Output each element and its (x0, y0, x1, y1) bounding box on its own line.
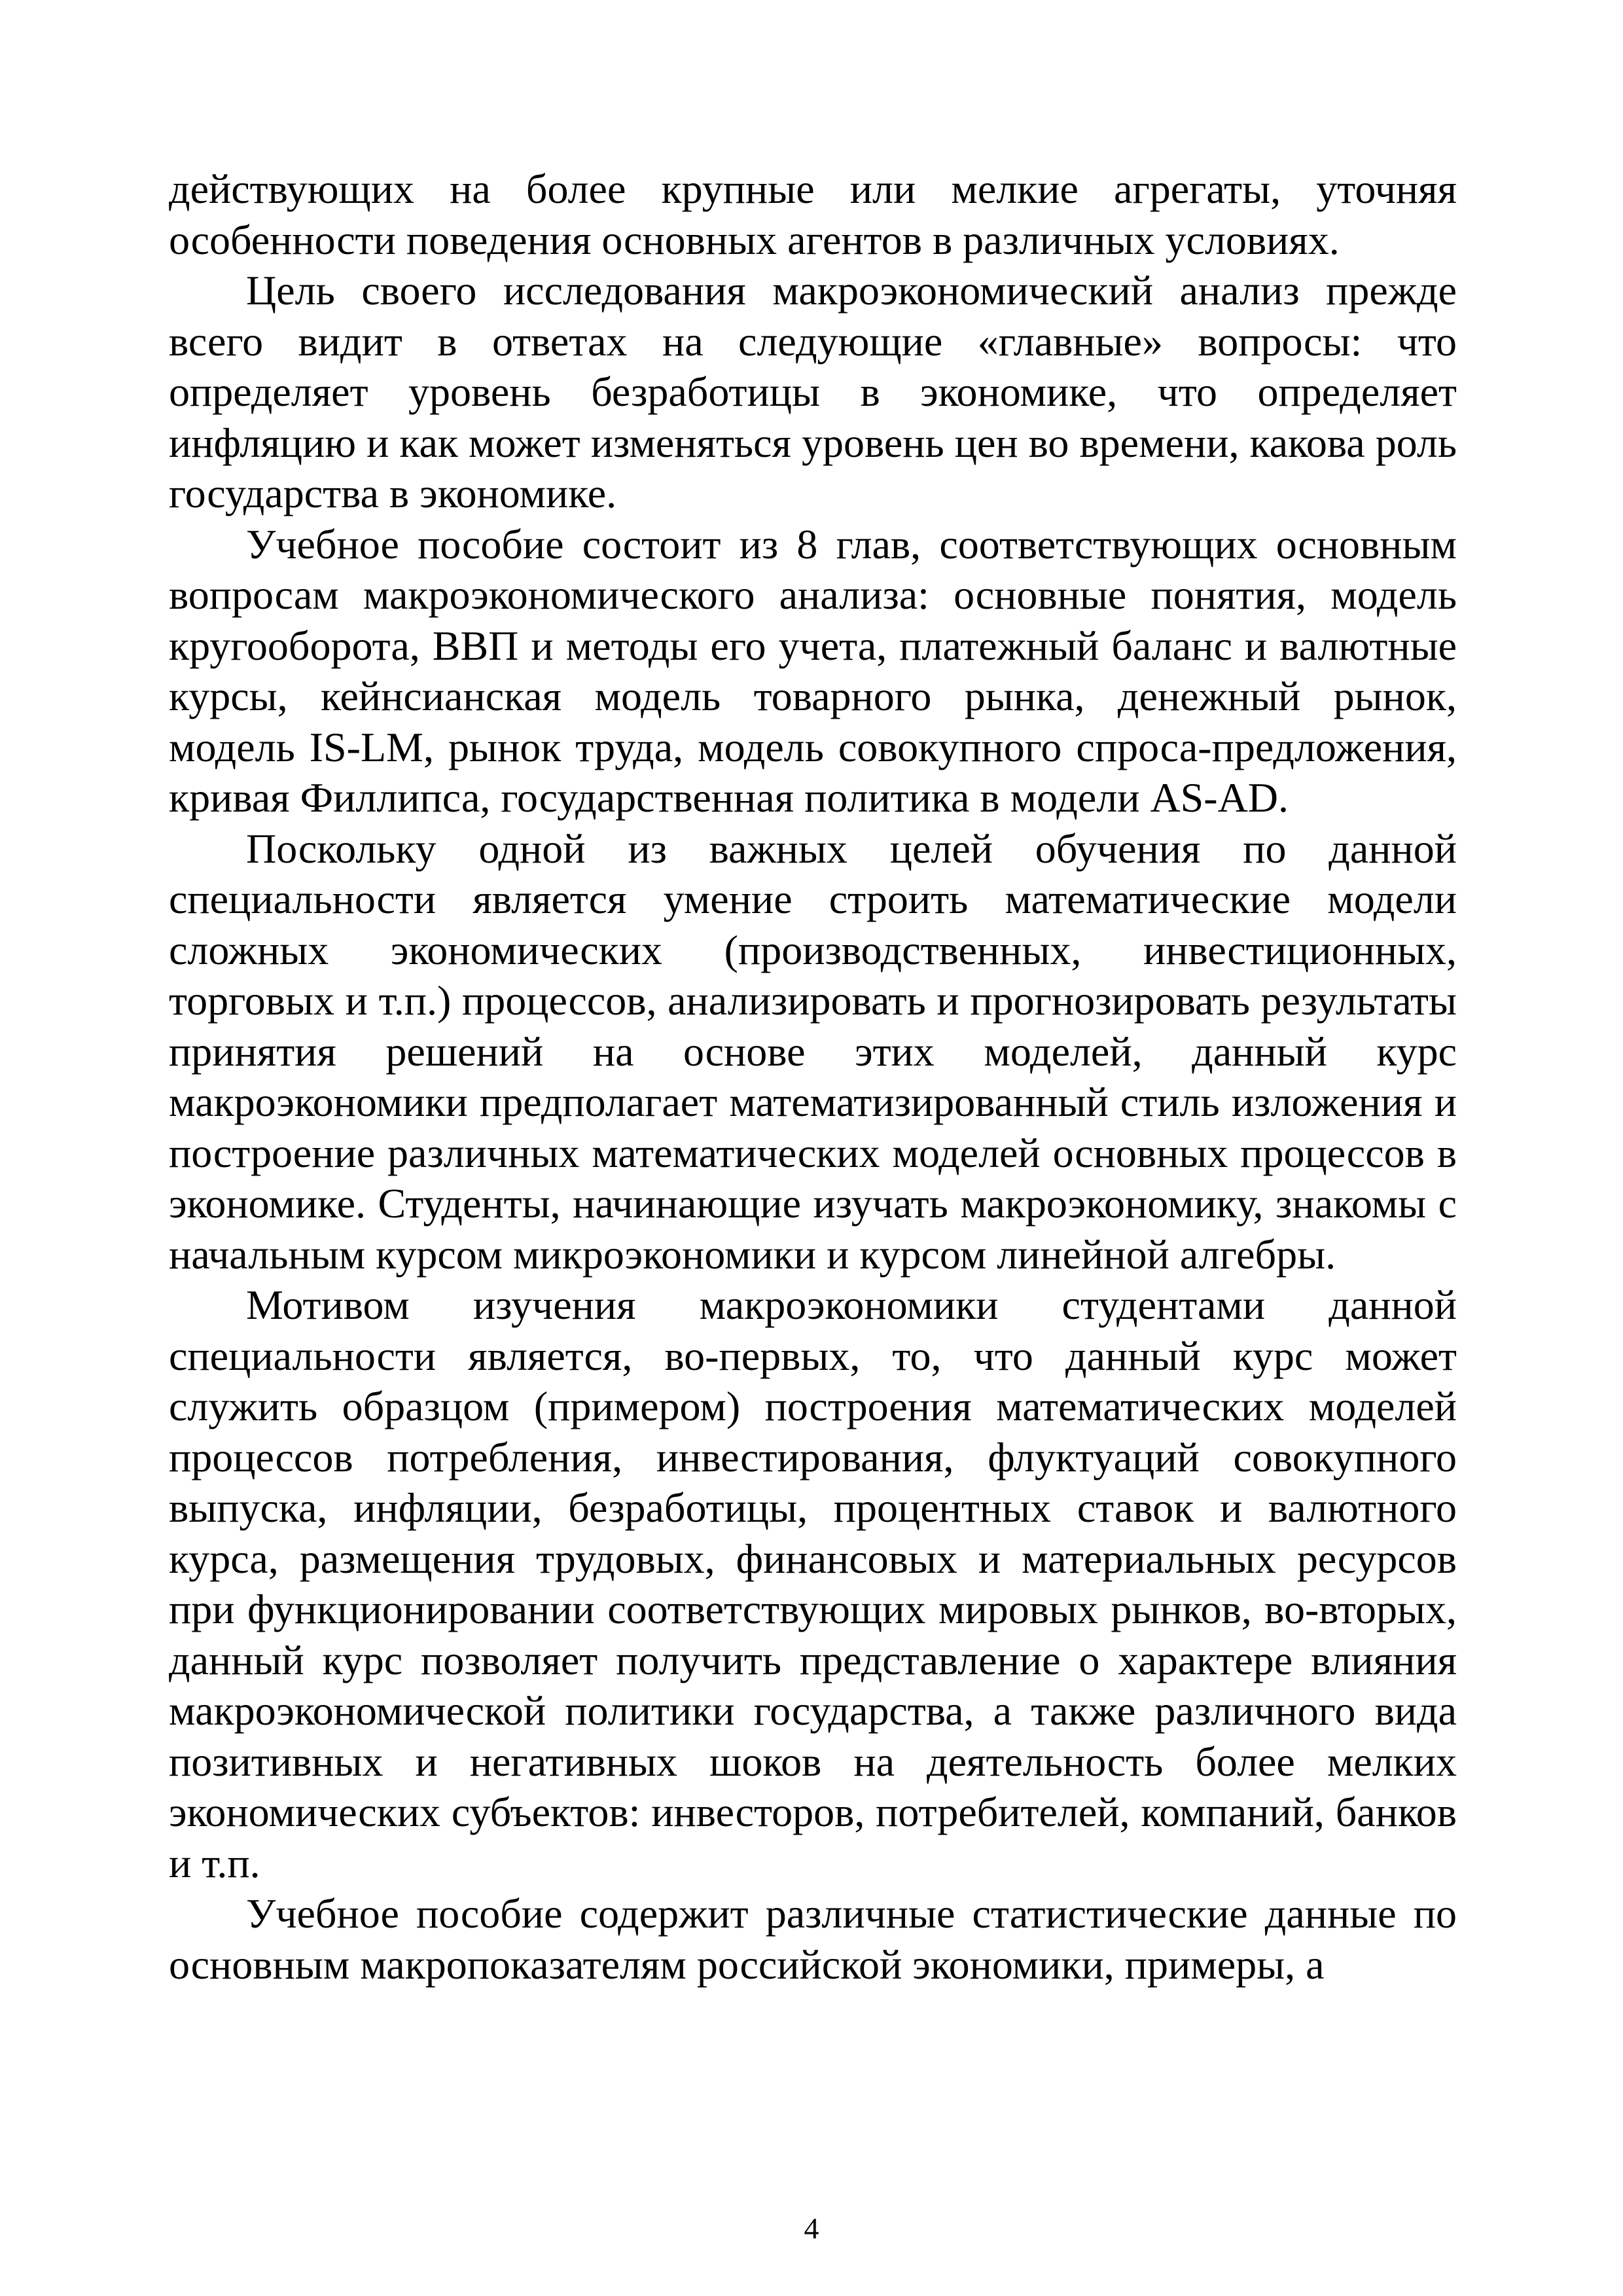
paragraph-research-goal: Цель своего исследования макроэкономический анализ прежде всего видит в ответах на следующие «главные» вопросы: что определяет уровень безработицы в экономике, что определяет инфляцию и как может изменяться уровень цен во времени, какова роль государства в экономике. (169, 267, 1457, 516)
paragraph-course-style: Поскольку одной из важных целей обучения по данной специальности является умение строить математические модели сложных экономических (производственных, инвестиционных, торговых и т.п.) процессов, анализировать и прогнозировать результаты принятия решений на основе этих моделей, данный курс макроэкономики предполагает математизированный стиль изложения и построение различных математических моделей основных процессов в экономике. Студенты, начинающие изучать макроэкономику, знакомы с начальным курсом микроэкономики и курсом линейной алгебры. (169, 825, 1457, 1278)
body-text (169, 164, 1457, 1990)
paragraph-continuation: действующих на более крупные или мелкие агрегаты, уточняя особенности поведения основных агентов в различных условиях. (169, 166, 1457, 263)
paragraph-motivation: Мотивом изучения макроэкономики студентами данной специальности является, во-первых, то, что данный курс может служить образцом (примером) построения математических моделей процессов потребления, инвестирования, флуктуаций совокупного выпуска, инфляции, безработицы, процентных ставок и валютного курса, размещения трудовых, финансовых и материальных ресурсов при функционировании соответствующих мировых рынков, во-вторых, данный курс позволяет получить представление о характере влияния макроэкономической политики государства, а также различного вида позитивных и негативных шоков на деятельность более мелких экономических субъектов: инвесторов, потребителей, компаний, банков и т.п. (169, 1282, 1457, 1886)
paragraph-chapters: Учебное пособие состоит из 8 глав, соответствующих основным вопросам макроэкономического анализа: основные понятия, модель кругооборота, ВВП и методы его учета, платежный баланс и валютные курсы, кейнсианская модель товарного рынка, денежный рынок, модель IS-LM, рынок труда, модель совокупного спроса-предложения, кривая Филлипса, государственная политика в модели AS-AD. (169, 520, 1457, 821)
paragraph-statistics: Учебное пособие содержит различные статистические данные по основным макропоказателям российской экономики, примеры, а (169, 1890, 1457, 1988)
page-number: 4 (804, 2212, 819, 2245)
